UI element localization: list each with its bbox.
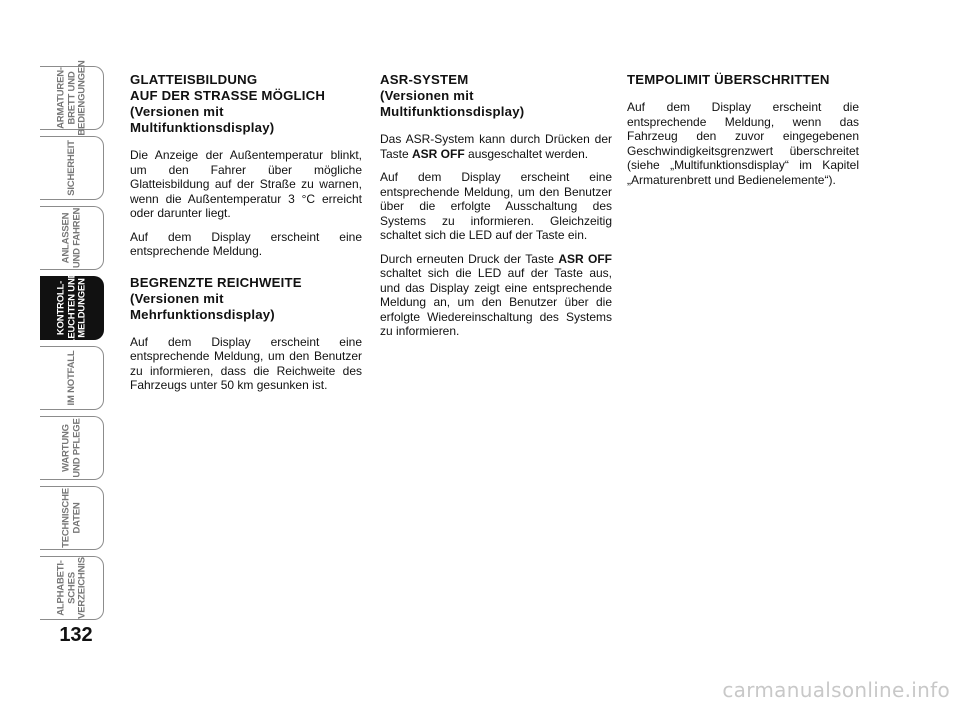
asr-off-key-label: ASR OFF [412, 146, 465, 161]
tab-verzeichnis[interactable] [40, 556, 104, 620]
text: schaltet sich die LED auf der Taste aus, und das Display zeigt eine entsprechende Meldung an, um den Benutzer über die erfolgte Wiedereinschaltung des Systems zu informieren. [380, 266, 612, 338]
tab-im-notfall[interactable] [40, 346, 104, 410]
section-heading: BEGRENZTE REICHWEITE (Versionen mit Mehrfunktionsdisplay) [130, 274, 302, 322]
tab-label: WARTUNG UND PFLEGE [60, 418, 82, 478]
page-number: 132 [59, 624, 93, 646]
section-heading: GLATTEISBILDUNG AUF DER STRASSE MÖGLICH (Versionen mit Multifunktionsdisplay) [130, 72, 326, 135]
paragraph: Auf dem Display erscheint die entsprechende Meldung, wenn das Fahrzeug den zuvor eingegebenen Geschwindigkeitsgrenzwert überschreitet (siehe „Multifunktionsdisplay“ im Kapitel „Armaturenbrett und Bedienelemente“). [627, 100, 859, 187]
section-asr [380, 72, 612, 339]
column-1 [130, 72, 362, 402]
tab-sicherheit[interactable] [40, 136, 104, 200]
tab-armaturenbrett[interactable] [40, 60, 104, 136]
tab-technische-daten[interactable] [40, 486, 104, 550]
column-2 [380, 72, 612, 348]
paragraph: Auf dem Display erscheint eine entsprechende Meldung. [130, 229, 362, 258]
paragraph [380, 252, 612, 339]
paragraph: Auf dem Display erscheint eine entsprechende Meldung, um den Benutzer zu informieren, dass die Reichweite des Fahrzeugs unter 50 km gesunken ist. [130, 334, 362, 392]
tab-anlassen[interactable] [40, 206, 104, 270]
paragraph [380, 132, 612, 161]
tab-label: ALPHABETI- SCHES VERZEICHNIS [54, 557, 87, 619]
tab-kontrollleuchten[interactable] [40, 271, 104, 345]
text: Das ASR-System kann durch Drücken der Taste [380, 132, 612, 161]
tab-label: SICHERHEIT [65, 140, 77, 196]
tab-label: TECHNISCHE DATEN [60, 488, 82, 548]
section-tempolimit [627, 72, 859, 187]
tab-label: ANLASSEN UND FAHREN [60, 207, 82, 269]
paragraph: Die Anzeige der Außentemperatur blinkt, um den Fahrer über mögliche Glatteisbildung auf der Straße zu warnen, wenn die Außentemperatur 3 °C erreicht oder darunter liegt. [130, 148, 362, 220]
tab-label: KONTROLL- LEUCHTEN UND MELDUNGEN [54, 271, 87, 345]
paragraph: Auf dem Display erscheint eine entsprechende Meldung, um den Benutzer über die erfolgte Ausschaltung des Systems zu informieren. Gleichzeitig schaltet sich die LED auf der Taste ein. [380, 170, 612, 242]
tab-label: IM NOTFALL [65, 350, 77, 406]
section-glatteis [130, 72, 362, 259]
asr-off-key-label: ASR OFF [558, 251, 612, 266]
section-heading: ASR-SYSTEM (Versionen mit Multifunktionsdisplay) [380, 72, 525, 119]
text: ausgeschaltet werden. [464, 146, 589, 161]
column-3 [627, 72, 859, 196]
tab-label: ARMATUREN- BRETT UND BEDIENGUNGEN [54, 60, 87, 136]
text: Durch erneuten Druck der Taste [380, 251, 559, 266]
tab-wartung[interactable] [40, 416, 104, 480]
section-reichweite [130, 275, 362, 393]
watermark: carmanualsonline.info [722, 678, 950, 702]
section-heading: TEMPOLIMIT ÜBERSCHRITTEN [627, 72, 830, 87]
